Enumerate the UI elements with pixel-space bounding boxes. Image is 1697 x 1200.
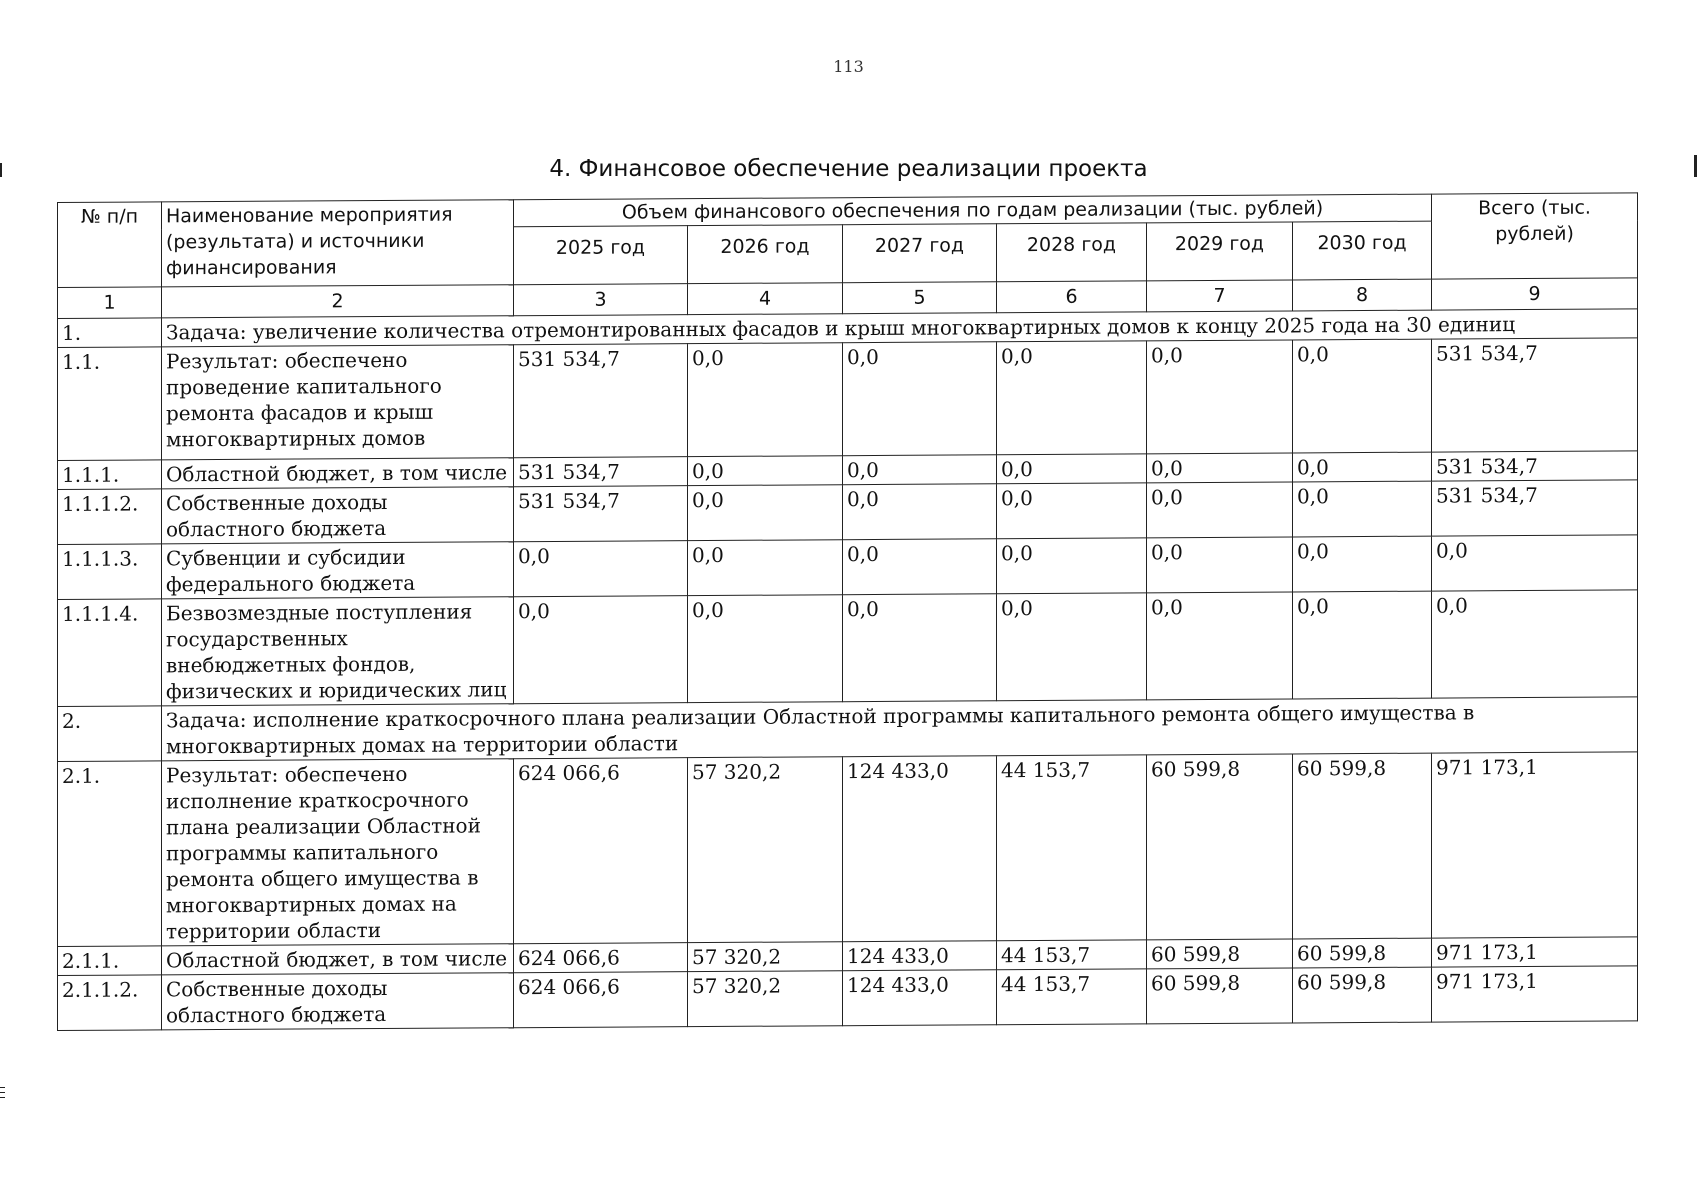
- header-year-2029: 2029 год: [1147, 222, 1293, 281]
- value-2028: 44 153,7: [997, 940, 1147, 970]
- scan-edge-mark: [0, 1092, 5, 1093]
- page-number: 113: [833, 57, 864, 76]
- value-2028: 44 153,7: [997, 755, 1147, 941]
- header-volume: Объем финансового обеспечения по годам реализации (тыс. рублей): [514, 194, 1432, 227]
- value-2030: 0,0: [1293, 481, 1432, 537]
- header-num: № п/п: [58, 202, 162, 288]
- value-2025: 624 066,6: [514, 943, 688, 973]
- value-2028: 0,0: [997, 341, 1147, 455]
- value-2025: 531 534,7: [514, 344, 688, 458]
- value-total: 0,0: [1432, 535, 1638, 591]
- value-2029: 0,0: [1147, 453, 1293, 483]
- task-text: Задача: исполнение краткосрочного плана реализации Областной программы капитального ремонта общего имущества в многоквартирных домах на территории области: [162, 697, 1638, 761]
- value-2026: 0,0: [688, 595, 843, 703]
- row-number: 1.: [58, 318, 162, 348]
- value-total: 971 173,1: [1432, 966, 1638, 1022]
- value-2029: 60 599,8: [1147, 754, 1293, 940]
- value-2029: 0,0: [1147, 340, 1293, 454]
- row-name: Собственные доходы областного бюджета: [162, 973, 514, 1030]
- value-2027: 0,0: [843, 455, 997, 485]
- table-row: [58, 590, 1638, 707]
- scan-edge-mark: [0, 163, 2, 177]
- row-number: 2.: [58, 706, 162, 762]
- value-2027: 0,0: [843, 484, 997, 540]
- value-2030: 0,0: [1293, 536, 1432, 592]
- value-2025: 624 066,6: [514, 758, 688, 944]
- financing-table: [57, 192, 1638, 1031]
- value-2027: 0,0: [843, 539, 997, 595]
- financing-table-wrapper: [57, 192, 1637, 1031]
- value-2026: 57 320,2: [688, 757, 843, 943]
- value-total: 531 534,7: [1432, 451, 1638, 481]
- value-2025: 531 534,7: [514, 457, 688, 487]
- row-name: Результат: обеспечено проведение капитального ремонта фасадов и крыш многоквартирных домов: [162, 345, 514, 460]
- value-2029: 60 599,8: [1147, 939, 1293, 969]
- task-row: [58, 697, 1638, 762]
- value-2029: 0,0: [1147, 537, 1293, 593]
- header-year-2026: 2026 год: [688, 225, 843, 284]
- row-number: 2.1.1.: [58, 946, 162, 976]
- value-2028: 0,0: [997, 593, 1147, 701]
- row-number: 2.1.: [58, 761, 162, 947]
- value-2027: 0,0: [843, 342, 997, 456]
- table-row: [58, 752, 1638, 947]
- row-name: Областной бюджет, в том числе: [162, 944, 514, 975]
- value-2028: 44 153,7: [997, 969, 1147, 1025]
- column-number: 5: [843, 282, 997, 314]
- value-2027: 124 433,0: [843, 941, 997, 971]
- row-number: 1.1.1.2.: [58, 489, 162, 545]
- table-header: [58, 193, 1638, 319]
- table-row: [58, 338, 1638, 461]
- task-text: Задача: увеличение количества отремонтированных фасадов и крыш многоквартирных домов к концу 2025 года на 30 единиц: [162, 309, 1638, 347]
- value-2029: 0,0: [1147, 592, 1293, 700]
- value-total: 0,0: [1432, 590, 1638, 698]
- value-2026: 57 320,2: [688, 971, 843, 1027]
- column-number: 8: [1293, 279, 1432, 311]
- row-name: Безвозмездные поступления государственных внебюджетных фондов, физических и юридических лиц: [162, 597, 514, 706]
- value-2030: 0,0: [1293, 591, 1432, 699]
- column-number: 1: [58, 287, 162, 319]
- column-number: 7: [1147, 280, 1293, 312]
- value-2030: 60 599,8: [1293, 938, 1432, 968]
- row-number: 1.1.: [58, 347, 162, 461]
- column-number: 3: [514, 284, 688, 316]
- value-total: 971 173,1: [1432, 752, 1638, 938]
- row-number: 1.1.1.: [58, 460, 162, 490]
- value-2028: 0,0: [997, 538, 1147, 594]
- value-2029: 0,0: [1147, 482, 1293, 538]
- column-number: 9: [1432, 278, 1638, 310]
- scan-edge-mark: [0, 1087, 5, 1088]
- row-number: 1.1.1.3.: [58, 544, 162, 600]
- table-row: [58, 535, 1638, 600]
- row-name: Субвенции и субсидии федерального бюджета: [162, 542, 514, 599]
- value-2027: 124 433,0: [843, 970, 997, 1026]
- value-2030: 60 599,8: [1293, 967, 1432, 1023]
- table-row: [58, 966, 1638, 1031]
- value-2025: 0,0: [514, 541, 688, 597]
- header-year-2025: 2025 год: [514, 226, 688, 285]
- row-number: 2.1.1.2.: [58, 975, 162, 1031]
- value-2027: 124 433,0: [843, 756, 997, 942]
- table-body: [58, 309, 1638, 1031]
- value-2025: 531 534,7: [514, 486, 688, 542]
- value-2027: 0,0: [843, 594, 997, 702]
- value-2029: 60 599,8: [1147, 968, 1293, 1024]
- value-2028: 0,0: [997, 483, 1147, 539]
- scan-edge-mark: [0, 1097, 5, 1098]
- table-row: [58, 480, 1638, 545]
- value-2030: 0,0: [1293, 339, 1432, 453]
- value-total: 971 173,1: [1432, 937, 1638, 967]
- value-2026: 0,0: [688, 343, 843, 457]
- value-2030: 60 599,8: [1293, 753, 1432, 939]
- header-year-2028: 2028 год: [997, 223, 1147, 282]
- value-total: 531 534,7: [1432, 480, 1638, 536]
- value-2030: 0,0: [1293, 452, 1432, 482]
- value-2025: 624 066,6: [514, 972, 688, 1028]
- header-year-2027: 2027 год: [843, 224, 997, 283]
- document-title: 4. Финансовое обеспечение реализации проекта: [549, 156, 1148, 182]
- value-2026: 0,0: [688, 485, 843, 541]
- value-2026: 0,0: [688, 540, 843, 596]
- value-2026: 0,0: [688, 456, 843, 486]
- column-number: 4: [688, 283, 843, 315]
- header-total: Всего (тыс. рублей): [1432, 193, 1638, 279]
- row-name: Собственные доходы областного бюджета: [162, 487, 514, 544]
- column-number: 2: [162, 285, 514, 318]
- header-name: Наименование мероприятия (результата) и источники финансирования: [162, 200, 514, 287]
- row-name: Областной бюджет, в том числе: [162, 458, 514, 489]
- value-2028: 0,0: [997, 454, 1147, 484]
- row-name: Результат: обеспечено исполнение краткосрочного плана реализации Областной программы капитального ремонта общего имущества в многоквартирных домах на территории области: [162, 759, 514, 946]
- value-2025: 0,0: [514, 596, 688, 704]
- column-number: 6: [997, 281, 1147, 313]
- row-number: 1.1.1.4.: [58, 599, 162, 707]
- value-2026: 57 320,2: [688, 942, 843, 972]
- header-year-2030: 2030 год: [1293, 221, 1432, 280]
- value-total: 531 534,7: [1432, 338, 1638, 452]
